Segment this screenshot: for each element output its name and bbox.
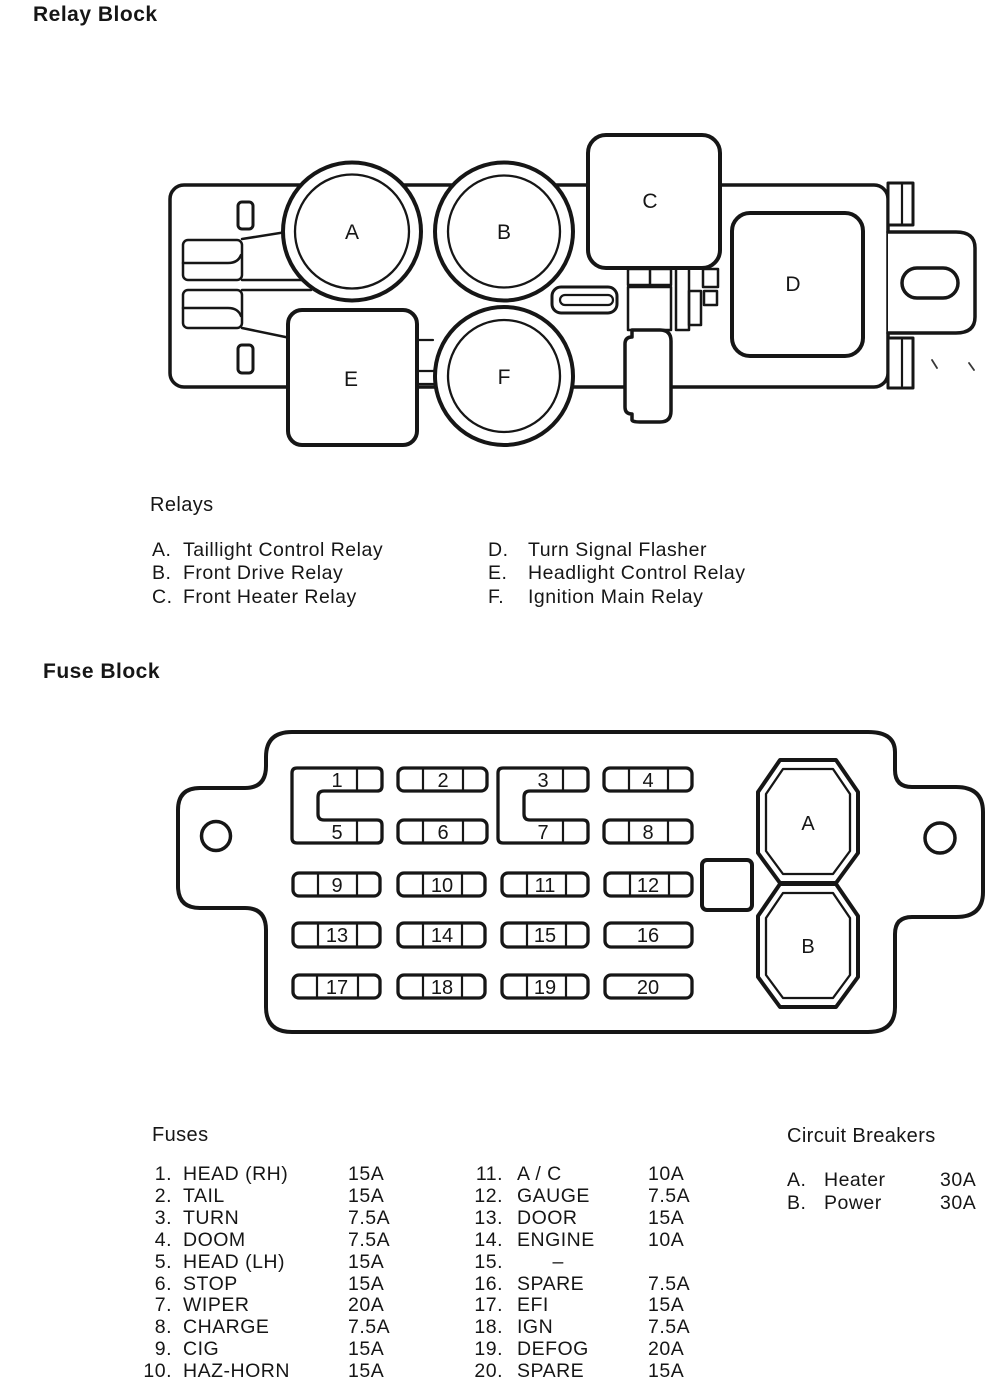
- fuse-name: EFI: [517, 1294, 549, 1317]
- fuse-amp: 20A: [348, 1294, 385, 1317]
- fuse-num: 18.: [474, 1316, 503, 1339]
- fuse-amp: 7.5A: [348, 1206, 391, 1229]
- relay-label-e: E: [343, 368, 359, 391]
- fuse-amp: 15A: [348, 1272, 385, 1295]
- breaker-name: Heater: [824, 1169, 886, 1191]
- fuses-legend-right: [473, 1164, 710, 1383]
- fuse-amp: 15A: [348, 1338, 385, 1361]
- fuse-number: 14: [430, 925, 454, 947]
- fuse-name: A / C: [517, 1163, 562, 1185]
- relay-name: Turn Signal Flasher: [528, 539, 707, 561]
- fuse-num: 4.: [154, 1228, 172, 1251]
- fuse-name: DEFOG: [517, 1338, 589, 1361]
- fuse-num: 8.: [154, 1316, 172, 1339]
- relay-label-f: F: [497, 366, 511, 389]
- scan-marks: [932, 360, 974, 370]
- fuse-num: 12.: [474, 1184, 503, 1207]
- relays-legend-left: [152, 539, 383, 609]
- fuse-num: 6.: [154, 1272, 172, 1295]
- fuse-amp: 7.5A: [648, 1272, 691, 1295]
- breaker-letter: A.: [787, 1169, 807, 1191]
- fuse-num: 19.: [474, 1338, 503, 1361]
- fuse-num: 10.: [143, 1360, 172, 1383]
- fuse-num: 14.: [474, 1228, 503, 1251]
- fuse-name: CHARGE: [183, 1316, 270, 1339]
- fuse-num: 11.: [475, 1163, 503, 1185]
- fuse-number: 17: [325, 977, 349, 999]
- fuse-name: SPARE: [517, 1360, 585, 1383]
- breaker-letter: B.: [787, 1192, 807, 1214]
- fuse-amp: [648, 1252, 710, 1274]
- relay-name: Headlight Control Relay: [528, 562, 746, 585]
- relay-block-title: Relay Block: [33, 3, 158, 26]
- fuse-name: ENGINE: [517, 1228, 595, 1251]
- relay-bottom-tab: [625, 330, 671, 422]
- relay-name: Front Drive Relay: [183, 562, 344, 585]
- fuse-number: 3: [537, 770, 549, 792]
- fuse-number: 5: [331, 822, 343, 844]
- fuse-name: HEAD (RH): [183, 1163, 289, 1185]
- breaker-label-a: A: [801, 813, 815, 835]
- relay-mount-oval-hole: [902, 268, 958, 298]
- fuse-name: CIG: [183, 1338, 220, 1361]
- fuse-number: 19: [533, 977, 557, 999]
- relay-name: Taillight Control Relay: [183, 539, 384, 561]
- relays-legend-right: [488, 539, 745, 609]
- fuse-number: 20: [636, 977, 660, 999]
- fuse-num: 20.: [474, 1360, 503, 1383]
- relay-letter: D.: [488, 539, 509, 561]
- relay-label-a: A: [344, 221, 360, 244]
- fuse-num: 1.: [154, 1163, 172, 1185]
- fuse-number: 1: [331, 770, 343, 792]
- breaker-label-b: B: [801, 936, 815, 958]
- fuse-name: TURN: [183, 1206, 240, 1229]
- fuses-legend-left: [142, 1164, 410, 1383]
- fuse-amp: 15A: [348, 1250, 385, 1273]
- fuses-heading: Fuses: [152, 1124, 209, 1146]
- fuse-name: –: [517, 1250, 564, 1273]
- fuse-number: 10: [430, 875, 454, 897]
- fuse-num: 16.: [474, 1272, 503, 1295]
- fuse-name: SPARE: [517, 1272, 585, 1295]
- fuse-name: HAZ-HORN: [183, 1360, 290, 1383]
- relay-label-c: C: [642, 190, 658, 213]
- relay-letter: A.: [152, 539, 172, 561]
- fuse-amp: 15A: [348, 1163, 385, 1185]
- fuse-number: 16: [636, 925, 660, 947]
- fuse-num: 2.: [154, 1184, 172, 1207]
- fuse-num: 5.: [154, 1250, 172, 1273]
- fuse-name: IGN: [517, 1316, 554, 1339]
- circuit-breakers-heading: Circuit Breakers: [787, 1125, 936, 1147]
- fuse-number: 8: [642, 822, 654, 844]
- circuit-breakers-legend: [787, 1169, 1000, 1215]
- relay-letter: C.: [152, 585, 173, 608]
- breaker-amp: 30A: [940, 1192, 977, 1214]
- fuse-block-title: Fuse Block: [43, 660, 161, 683]
- relay-letter: E.: [488, 562, 508, 585]
- relay-letter: F.: [488, 585, 505, 608]
- fuse-name: STOP: [183, 1272, 238, 1295]
- fuse-name: TAIL: [183, 1184, 225, 1207]
- fuse-name: DOOM: [183, 1228, 246, 1251]
- fuse-num: 17.: [474, 1294, 503, 1317]
- fuse-amp: 7.5A: [348, 1228, 391, 1251]
- fuse-amp: 7.5A: [348, 1316, 391, 1339]
- fuse-num: 9.: [154, 1338, 172, 1361]
- fuse-amp: 10A: [648, 1228, 685, 1251]
- relay-block-diagram: [130, 110, 1000, 470]
- relay-letter: B.: [152, 562, 172, 585]
- fuse-number: 7: [537, 822, 549, 844]
- fuse-number: 13: [325, 925, 349, 947]
- fuse-name: HEAD (LH): [183, 1250, 286, 1273]
- fuse-amp: 7.5A: [648, 1184, 691, 1207]
- fuse-number: 9: [331, 875, 343, 897]
- fuse-number: 4: [642, 770, 654, 792]
- fuse-amp: 15A: [648, 1294, 685, 1317]
- fuse-number: 15: [533, 925, 557, 947]
- fuse-number: 12: [636, 875, 660, 897]
- relay-label-d: D: [785, 273, 801, 296]
- fuse-name: WIPER: [183, 1294, 250, 1317]
- fuse-name: DOOR: [517, 1206, 578, 1229]
- fuse-num: 7.: [154, 1294, 172, 1317]
- fuse-amp: 15A: [648, 1360, 685, 1383]
- fuse-num: 15.: [474, 1250, 503, 1273]
- relay-name: Ignition Main Relay: [528, 585, 704, 608]
- relays-heading: Relays: [150, 494, 214, 516]
- fuse-number: 11: [534, 875, 556, 897]
- breaker-name: Power: [824, 1192, 882, 1214]
- fuse-amp: 15A: [348, 1184, 385, 1207]
- fuse-number: 2: [437, 770, 449, 792]
- relay-name: Front Heater Relay: [183, 585, 357, 608]
- fuse-amp: 7.5A: [648, 1316, 691, 1339]
- fuse-name: GAUGE: [517, 1184, 590, 1207]
- fuse-number: 18: [430, 977, 454, 999]
- fuse-amp: 10A: [648, 1163, 685, 1185]
- fuse-num: 3.: [154, 1206, 172, 1229]
- fuse-num: 13.: [474, 1206, 503, 1229]
- fuse-amp: 20A: [648, 1338, 685, 1361]
- fuse-amp: 15A: [348, 1360, 385, 1383]
- breaker-amp: 30A: [940, 1169, 977, 1191]
- fuse-number: 6: [437, 822, 449, 844]
- relay-label-b: B: [496, 221, 512, 244]
- fuse-block-diagram: [150, 700, 1000, 1050]
- fuse-amp: 15A: [648, 1206, 685, 1229]
